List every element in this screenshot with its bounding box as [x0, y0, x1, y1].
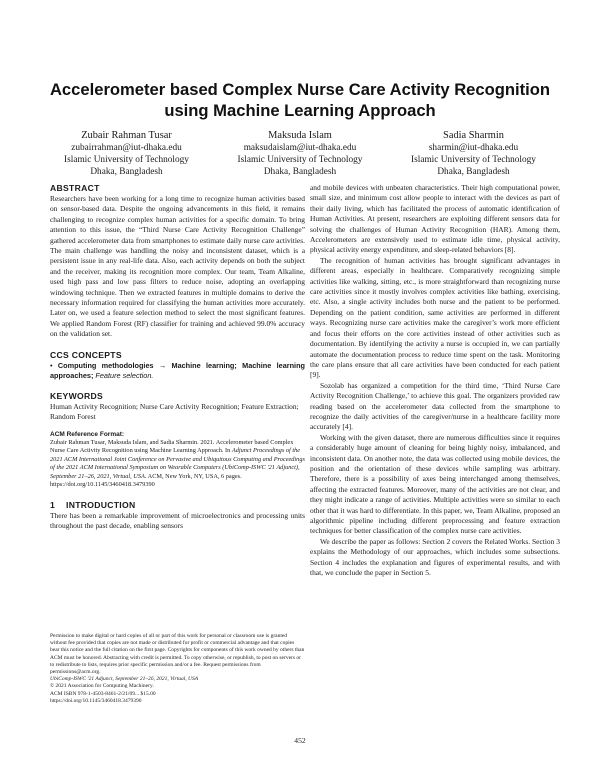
ccs-heading: CCS CONCEPTS — [50, 349, 122, 360]
author-location: Dhaka, Bangladesh — [437, 167, 510, 177]
author-name: Maksuda Islam — [268, 130, 332, 141]
copyright-footnote — [50, 633, 305, 705]
author-affiliation: Islamic University of Technology — [237, 155, 363, 165]
author-block — [40, 129, 560, 178]
acm-reference-heading: ACM Reference Format: — [50, 430, 125, 438]
author-location: Dhaka, Bangladesh — [263, 167, 337, 177]
intro-number: 1 — [50, 500, 56, 511]
acm-reference-italic: Adjunct Proceedings of the 2021 ACM International Joint Conference on Pervasive and Ubiquitous Computing and Proceedings of the 2021 ACM International Symposium on Wearable Computers (UbiComp-ISWC '21 Adjunct), September 21–26, 2021, Virtual, USA. — [50, 447, 305, 480]
author-name: Zubair Rahman Tusar — [81, 130, 172, 141]
footnote-venue: UbiComp-ISWC '21 Adjunct, September 21–26, 2021, Virtual, USA — [50, 676, 199, 683]
right-column — [310, 183, 560, 578]
intro-text: There has been a remarkable improvement of microelectronics and processing units throughout the past decade, enabling sensors — [50, 511, 305, 531]
page-number: 452 — [294, 736, 306, 745]
intro-title: INTRODUCTION — [66, 500, 136, 511]
acm-reference-part-a: Zubair Rahman Tusar, Maksuda Islam, and Sadia Sharmin. 2021. Accelerometer based Complex Nurse Care Activity Recognition using Machine Learning Approach. In — [50, 438, 294, 455]
body-paragraph: Sozolab has organized a competition for the third time, ‘Third Nurse Care Activity Recognition Challenge,’ to achieve this goal. The organizers provided raw reading based on the accelerometer data collected from the smartphone to recognize the daily activities of the caregiver/nurse in a healthcare facility more accurately [4]. — [310, 380, 560, 432]
acm-reference-text — [50, 439, 305, 491]
author-email: maksudaislam@iut-dhaka.edu — [243, 143, 357, 153]
author-name: Sadia Sharmin — [443, 130, 504, 141]
body-paragraph: Working with the given dataset, there are numerous difficulties since it requires a considerably huge amount of cleaning for being highly noisy, imbalanced, and inconsistent data. On another note, the data was collected using mobile devices, the position and the orientation of these devices while sampling was arbitrary. Therefore, there is a possibility of axes being interchanged among themselves, affecting the extracted features. Moreover, many of the activities are not clear, and they might indicate a range of activities. Multiple activities were so similar to each other that it was hard to differentiate. In this paper, we, Team Alkaline, proposed an algorithmic pipeline including different preprocessing and feature extraction techniques for better classification of the complex nurse care activities. — [310, 432, 560, 536]
acm-reference-part-b: ACM, New York, NY, USA, 6 pages. https://doi.org/10.1145/3460418.3479390 — [50, 472, 242, 489]
ccs-bold: Computing methodologies → Machine learning; Machine learning approaches; — [50, 360, 305, 380]
footnote-isbn: ACM ISBN 978-1-4503-8461-2/21/09... $15.00 — [50, 690, 156, 697]
acm-reference — [50, 430, 305, 491]
ccs-italic: Feature selection. — [95, 370, 154, 380]
left-column — [50, 182, 305, 532]
author-affiliation: Islamic University of Technology — [411, 155, 536, 165]
author-1 — [40, 129, 213, 178]
body-paragraph: The recognition of human activities has brought significant advantages in different areas, especially in healthcare. Comparatively recognizing simple activities like walking, sitting, etc., is more straightforward than recognizing nurse care activities since it mostly involves complex activities like bathing, exercising, etc. Also, a single activity includes both nurse and the patient to be performed. Depending on the patient condition, same activities are performed in different ways. Recognizing nurse care activities make the caregiver’s work more efficient and focus their efforts on the core activities instead of other activities such as documentation. By identifying the activity a nurse is occupied in, we can partially automate the documentation process to reduce time spent on the task. Monitoring the care plans ensure that all care activities have been conducted for each patient [9]. — [310, 255, 560, 380]
ccs-bullet: • — [50, 360, 53, 370]
author-email: sharmin@iut-dhaka.edu — [428, 143, 519, 153]
abstract-text: Researchers have been working for a long time to recognize human activities based on sensor-based data. Despite the ongoing advancements in this field, it remains challenging to recognize complex human activities for a specific domain. To bring attention to this issue, the “Third Nurse Care Activity Recognition Challenge” gathered accelerometer data from smartphones to estimate daily nurse care activities. The main challenge was handling the noisy and inconsistent dataset, which is a persistent issue in any real-life data. Also, each activity depends on both the subject and the receiver, making its recognition more complex. Our team, Team Alkaline, used high pass and low pass filters to reduce noise, adopting an overlapping windowing technique. Then we extracted features in multiple domains to derive the necessary information required for classifying the human activities more accurately. Later on, we used a feature selection method to select the most significant features. We applied Random Forest (RF) classifier for training and achieved 99.0% accuracy on the validation set. — [50, 194, 305, 339]
intro-heading — [50, 499, 305, 511]
keywords-heading: KEYWORDS — [50, 390, 104, 401]
paper-title: Accelerometer based Complex Nurse Care Activity Recognition using Machine Learning Approach — [49, 80, 551, 120]
body-paragraph: We describe the paper as follows: Section 2 covers the Related Works. Section 3 explains the Methodology of our approaches, which includes some subsections. Section 4 includes the explanation and figures of experimental results, and with that, we conclude the paper in Section 5. — [310, 536, 560, 578]
author-email: zubairrahman@iut-dhaka.edu — [71, 143, 182, 153]
footnote-doi[interactable]: https://doi.org/10.1145/3460418.3479390 — [50, 697, 142, 704]
author-location: Dhaka, Bangladesh — [90, 167, 163, 177]
permission-notice: Permission to make digital or hard copies of all or part of this work for personal or classroom use is granted without fee provided that copies are not made or distributed for profit or commercial advantage and that copies bear this notice and the full citation on the first page. Copyrights for components of this work owned by others than ACM must be honored. Abstracting with credit is permitted. To copy otherwise, or republish, to post on servers or to redistribute to lists, requires prior specific permission and/or a fee. Request permissions from permissions@acm.org. — [50, 633, 305, 676]
keywords-text: Human Activity Recognition; Nurse Care Activity Recognition; Feature Extraction; Random Forest — [50, 401, 299, 422]
footnote-copyright: © 2021 Association for Computing Machinery. — [50, 683, 154, 690]
author-3 — [387, 129, 560, 178]
ccs-concepts — [50, 361, 305, 381]
author-affiliation: Islamic University of Technology — [64, 155, 189, 165]
body-paragraph: and mobile devices with unbeaten characteristics. Their high computational power, small size, and minimum cost allow people to interact with the devices as part of their daily living, which has facilitated the process of automatic identification of Human Activities. At present, researchers are exploiting different sensors data for solving the challenges of Human Activity Recognition (HAR). Among them, Accelerometers are extensively used to estimate idle time, physical activity, physical activity energy expenditure, and sleep-related behaviors [8]. — [310, 183, 560, 255]
abstract-heading: ABSTRACT — [50, 183, 100, 193]
author-2 — [214, 129, 387, 178]
